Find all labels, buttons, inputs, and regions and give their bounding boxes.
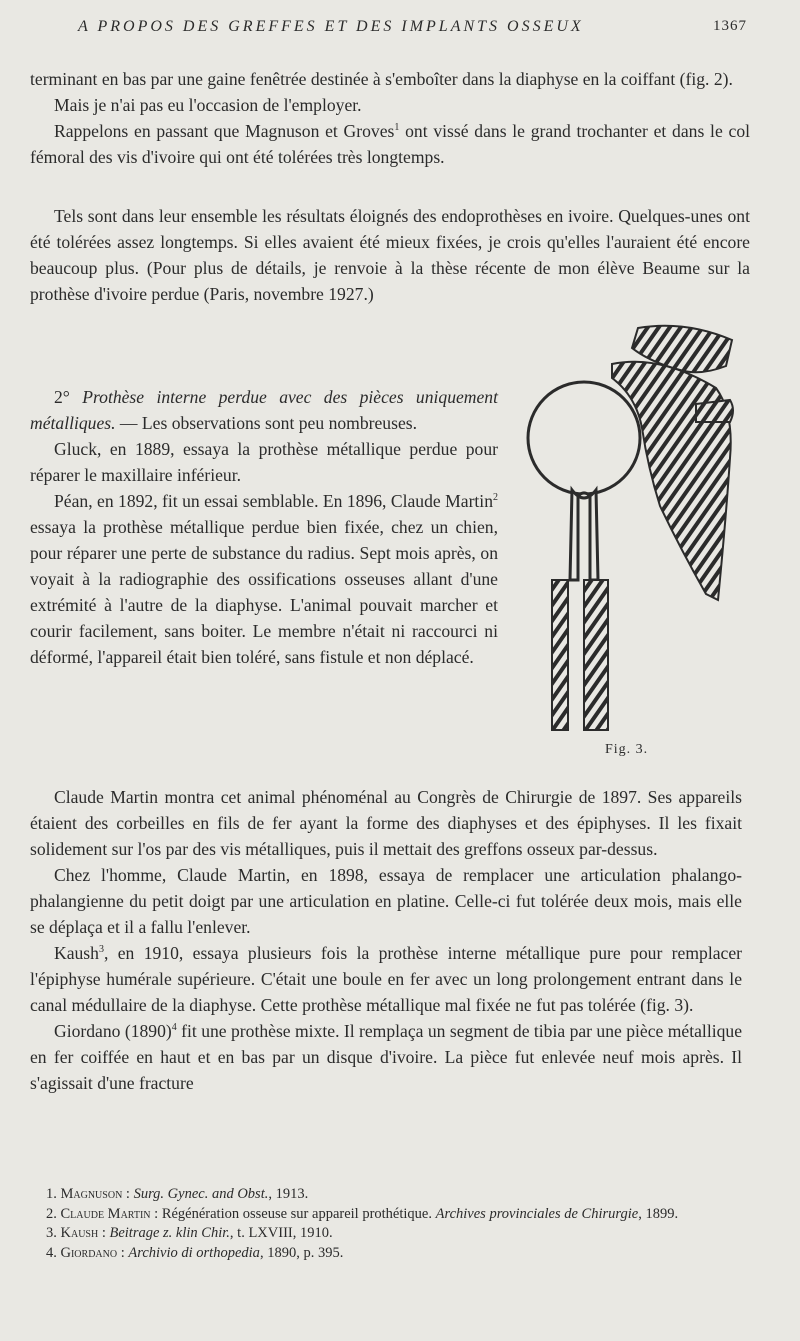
humerus-cortex-right: [584, 580, 608, 730]
page-number: 1367: [713, 18, 747, 34]
paragraph-3: Rappelons en passant que Magnuson et Groves$^1$ ont vissé dans le grand trochanter et dans le col fémoral des vis d'ivoire qui ont été tolérées très longtemps.: [30, 121, 750, 167]
text-block-left-column: [30, 384, 498, 670]
paragraph-giordano: Giordano $(1890)^4$ fit une prothèse mixte. Il remplaça un segment de tibia par une pièce métallique en fer coiffée en haut et en bas par un disque d'ivoire. La pièce fut enlevée neuf mois après. Il s'agissait d'une fracture: [30, 1021, 742, 1093]
text-block-top: [30, 66, 750, 170]
prosthesis-ball: [528, 382, 640, 494]
paragraph-2: Mais je n'ai pas eu l'occasion de l'employer.: [54, 95, 362, 115]
section-heading-italic: Prothèse interne perdue avec des pièces uniquement métalliques.: [30, 387, 498, 433]
footnote-ref-1: 1: [394, 122, 400, 134]
glenoid-hatched-shape: [612, 362, 731, 600]
running-title: A PROPOS DES GREFFES ET DES IMPLANTS OSSEUX: [78, 18, 584, 35]
footnote-2: 2. Claude Martin : Régénération osseuse sur appareil prothétique. Archives provinciales de Chirurgie, 1899.: [46, 1205, 679, 1222]
section-heading-paragraph: 2° Prothèse interne perdue avec des pièces uniquement métalliques. — Les observations sont peu nombreuses.: [30, 387, 498, 433]
humerus-cortex-left: [552, 580, 568, 730]
prosthesis-stem: [570, 490, 598, 580]
paragraph-homme: Chez l'homme, Claude Martin, en 1898, essaya de remplacer une articulation phalango-phalangienne du petit doigt par une articulation en platine. Celle-ci fut tolérée deux mois, mais elle se déplaça et il a fallu l'enlever.: [30, 865, 742, 937]
footnote-3: 3. Kaush : Beitrage z. klin Chir., t. LXVIII, 1910.: [46, 1225, 333, 1241]
acromion-hatched-shape: [696, 400, 733, 422]
text-block-bottom: [30, 784, 742, 1096]
running-header: [0, 18, 800, 48]
paragraph-gluck: Gluck, en 1889, essaya la prothèse métallique perdue pour réparer le maxillaire inférieur.: [30, 439, 498, 485]
footnote-1: 1. Magnuson : Surg. Gynec. and Obst., 1913.: [46, 1186, 309, 1202]
paragraph-1: terminant en bas par une gaine fenêtrée destinée à s'emboîter dans la diaphyse en la coiffant (fig. 2).: [30, 69, 733, 89]
paragraph-congres: Claude Martin montra cet animal phénoménal au Congrès de Chirurgie de 1897. Ses appareils étaient des corbeilles en fils de fer ayant la forme des diaphyses et des épiphyses. Il les fixait solidement sur l'os par des vis métalliques, puis il mettait des greffons osseux par-dessus.: [30, 787, 742, 859]
footnotes: [30, 1185, 750, 1263]
footnote-ref-3: 3: [98, 944, 104, 956]
text-block-ivory: [30, 203, 750, 307]
paragraph-4: Tels sont dans leur ensemble les résultats éloignés des endoprothèses en ivoire. Quelques-unes ont été tolérées assez longtemps. Si elles avaient été mieux fixées, je crois qu'elles l'auraient été encore beaucoup plus. (Pour plus de détails, je renvoie à la thèse récente de mon élève Beaume sur la prothèse d'ivoire perdue (Paris, novembre 1927.): [30, 206, 750, 304]
footnote-ref-2: 2: [493, 492, 498, 504]
footnote-4: 4. Giordano : Archivio di orthopedia, 1890, p. 395.: [46, 1244, 344, 1261]
paragraph-kaush: Kaush$^3$, en 1910, essaya plusieurs fois la prothèse interne métallique pure pour remplacer l'épiphyse humérale supérieure. C'était une boule en fer avec un long prolongement entrant dans le canal médullaire de la diaphyse. Cette prothèse métallique mal fixée ne fut pas tolérée (fig. 3).: [30, 943, 742, 1015]
footnote-ref-4: 4: [171, 1022, 177, 1034]
figure-caption: Fig. 3.: [605, 742, 649, 757]
paragraph-pean: Péan, en 1892, fit un essai semblable. En 1896, Claude Martin$^2$ essaya la prothèse métallique perdue bien fixée, chez un chien, pour réparer une perte de substance du radius. Sept mois après, on voyait à la radiographie des ossifications osseuses allant d'une extrémité à l'autre de la diaphyse. L'animal pouvait marcher et courir facilement, sans boiter. Le membre n'était ni raccourci ni déformé, l'appareil était bien toléré, sans fistule et non déplacé.: [30, 491, 498, 667]
figure-3-prosthesis-drawing: [520, 318, 760, 738]
